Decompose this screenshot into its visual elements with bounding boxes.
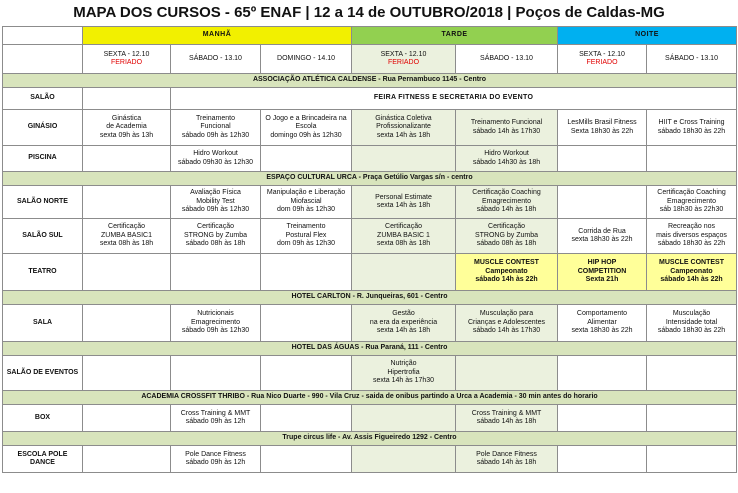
venue-row — [3, 342, 737, 356]
page-title: MAPA DOS CURSOS - 65º ENAF | 12 a 14 de OUTUBRO/2018 | Poços de Caldas-MG — [73, 4, 665, 21]
session-cell: MUSCLE CONTEST Campeonato sábado 14h às 22h — [647, 254, 737, 291]
room-label: TEATRO — [3, 254, 83, 291]
room-row-salao-eventos — [3, 356, 737, 391]
session-cell: Personal Estimate sexta 14h às 18h — [352, 186, 456, 219]
empty-cell — [352, 146, 456, 172]
period-manha: MANHÃ — [83, 27, 352, 45]
room-label: SALA — [3, 305, 83, 342]
day-header-manha-sexta: SEXTA - 12.10 FERIADO — [83, 45, 171, 74]
corner-cell — [3, 27, 83, 45]
venue-urca: ESPAÇO CULTURAL URCA - Praça Getúlio Vargas s/n - centro — [3, 172, 737, 186]
session-cell: Avaliação Física Mobility Test sábado 09h às 12h30 — [171, 186, 261, 219]
room-row-pole-dance — [3, 446, 737, 473]
empty-cell — [558, 356, 647, 391]
corner-cell — [3, 45, 83, 74]
session-cell: HIIT e Cross Training sábado 18h30 às 22h — [647, 110, 737, 146]
room-row-salao — [3, 88, 737, 110]
empty-cell — [261, 146, 352, 172]
session-cell: O Jogo e a Brincadeira na Escola domingo 09h às 12h30 — [261, 110, 352, 146]
period-tarde: TARDE — [352, 27, 558, 45]
empty-cell — [83, 186, 171, 219]
venue-carlton: HOTEL CARLTON - R. Junqueiras, 601 - Centro — [3, 291, 737, 305]
venue-aguas: HOTEL DAS ÁGUAS - Rua Paraná, 111 - Centro — [3, 342, 737, 356]
empty-cell — [352, 446, 456, 473]
day-header-noite-sabado: SÁBADO - 13.10 — [647, 45, 737, 74]
empty-cell — [261, 405, 352, 432]
empty-cell — [83, 254, 171, 291]
session-cell: Treinamento Postural Flex dom 09h às 12h30 — [261, 219, 352, 254]
session-cell: Ginástica Coletiva Profissionalizante sexta 14h às 18h — [352, 110, 456, 146]
empty-cell — [558, 186, 647, 219]
period-header-row — [3, 27, 737, 45]
room-label: PISCINA — [3, 146, 83, 172]
feriado-label: FERIADO — [110, 59, 143, 66]
day-header-manha-sabado: SÁBADO - 13.10 — [171, 45, 261, 74]
session-cell: Ginástica de Academia sexta 09h às 13h — [83, 110, 171, 146]
room-label: BOX — [3, 405, 83, 432]
day-header-noite-sexta: SEXTA - 12.10 FERIADO — [558, 45, 647, 74]
empty-cell — [83, 405, 171, 432]
empty-cell — [261, 446, 352, 473]
room-label: SALÃO NORTE — [3, 186, 83, 219]
session-cell: Nutricionais Emagrecimento sábado 09h às 12h30 — [171, 305, 261, 342]
empty-cell — [647, 356, 737, 391]
session-cell: Cross Training & MMT sábado 14h às 18h — [456, 405, 558, 432]
room-label: ESCOLA POLE DANCE — [3, 446, 83, 473]
venue-aac: ASSOCIAÇÃO ATLÉTICA CALDENSE - Rua Pernambuco 1145 - Centro — [3, 74, 737, 88]
session-cell: Corrida de Rua sexta 18h30 às 22h — [558, 219, 647, 254]
empty-cell — [647, 405, 737, 432]
feriado-label: FERIADO — [586, 59, 618, 66]
day-header-row — [3, 45, 737, 74]
room-label: GINÁSIO — [3, 110, 83, 146]
session-cell: Pole Dance Fitness sábado 14h às 18h — [456, 446, 558, 473]
period-noite: NOITE — [558, 27, 737, 45]
session-cell: Musculação para Crianças e Adolescentes sábado 14h às 17h30 — [456, 305, 558, 342]
venue-row — [3, 172, 737, 186]
venue-row — [3, 391, 737, 405]
empty-cell — [83, 305, 171, 342]
empty-cell — [83, 356, 171, 391]
session-cell: LesMills Brasil Fitness Sexta 18h30 às 22h — [558, 110, 647, 146]
venue-trupe: Trupe circus life - Av. Assis Figueiredo 1292 - Centro — [3, 432, 737, 446]
empty-cell — [171, 254, 261, 291]
empty-cell — [83, 446, 171, 473]
session-cell: Certificação ZUMBA BASIC1 sexta 08h às 18h — [83, 219, 171, 254]
session-cell: Certificação ZUMBA BASIC 1 sexta 08h às 18h — [352, 219, 456, 254]
session-cell: Certificação Coaching Emagrecimento sábado 14h às 18h — [456, 186, 558, 219]
venue-row — [3, 291, 737, 305]
session-cell: Gestão na era da experiência sexta 14h às 18h — [352, 305, 456, 342]
session-cell: MUSCLE CONTEST Campeonato sábado 14h às 22h — [456, 254, 558, 291]
session-cell: Pole Dance Fitness sábado 09h às 12h — [171, 446, 261, 473]
room-row-box — [3, 405, 737, 432]
empty-cell — [352, 405, 456, 432]
empty-cell — [83, 146, 171, 172]
empty-cell — [261, 356, 352, 391]
empty-cell — [647, 146, 737, 172]
session-cell: Nutrição Hipertrofia sexta 14h às 17h30 — [352, 356, 456, 391]
empty-cell — [456, 356, 558, 391]
feriado-label: FERIADO — [387, 59, 420, 66]
venue-row — [3, 74, 737, 88]
empty-cell — [558, 446, 647, 473]
room-label: SALÃO SUL — [3, 219, 83, 254]
session-cell: Manipulação e Liberação Miofascial dom 09h às 12h30 — [261, 186, 352, 219]
room-row-salao-sul — [3, 219, 737, 254]
session-cell: Hidro Workout sábado 09h30 às 12h30 — [171, 146, 261, 172]
empty-cell — [647, 446, 737, 473]
empty-cell — [261, 254, 352, 291]
room-label: SALÃO DE EVENTOS — [3, 356, 83, 391]
session-cell: Hidro Workout sábado 14h30 às 18h — [456, 146, 558, 172]
room-row-salao-norte — [3, 186, 737, 219]
session-cell: Recreação nos mais diversos espaços sábado 18h30 às 22h — [647, 219, 737, 254]
empty-cell — [352, 254, 456, 291]
venue-crossfit: ACADEMIA CROSSFIT THRIBO - Rua Nico Duarte - 990 - Vila Cruz - saida de onibus partindo a Urca a Academia - 30 min antes do horario — [3, 391, 737, 405]
empty-cell — [83, 88, 171, 110]
day-header-tarde-sexta: SEXTA - 12.10 FERIADO — [352, 45, 456, 74]
session-cell: Treinamento Funcional sábado 09h às 12h30 — [171, 110, 261, 146]
room-row-teatro — [3, 254, 737, 291]
session-cell: Comportamento Alimentar sexta 18h30 às 22h — [558, 305, 647, 342]
session-cell: Treinamento Funcional sábado 14h às 17h30 — [456, 110, 558, 146]
room-row-piscina — [3, 146, 737, 172]
room-row-ginasio — [3, 110, 737, 146]
session-cell: Certificação STRONG by Zumba sábado 08h às 18h — [171, 219, 261, 254]
session-cell: Musculação Intensidade total sábado 18h30 às 22h — [647, 305, 737, 342]
session-cell: Certificação Coaching Emagrecimento sáb 18h30 às 22h30 — [647, 186, 737, 219]
day-header-manha-domingo: DOMINGO - 14.10 — [261, 45, 352, 74]
venue-row — [3, 432, 737, 446]
session-cell: Certificação STRONG by Zumba sábado 08h às 18h — [456, 219, 558, 254]
empty-cell — [171, 356, 261, 391]
feira-fitness-banner: FEIRA FITNESS E SECRETARIA DO EVENTO — [171, 88, 737, 110]
empty-cell — [558, 405, 647, 432]
empty-cell — [261, 305, 352, 342]
session-cell: HIP HOP COMPETITION Sexta 21h — [558, 254, 647, 291]
session-cell: Cross Training & MMT sábado 09h às 12h — [171, 405, 261, 432]
room-label: SALÃO — [3, 88, 83, 110]
room-row-sala — [3, 305, 737, 342]
empty-cell — [558, 146, 647, 172]
day-header-tarde-sabado: SÁBADO - 13.10 — [456, 45, 558, 74]
course-schedule-table — [2, 26, 737, 473]
